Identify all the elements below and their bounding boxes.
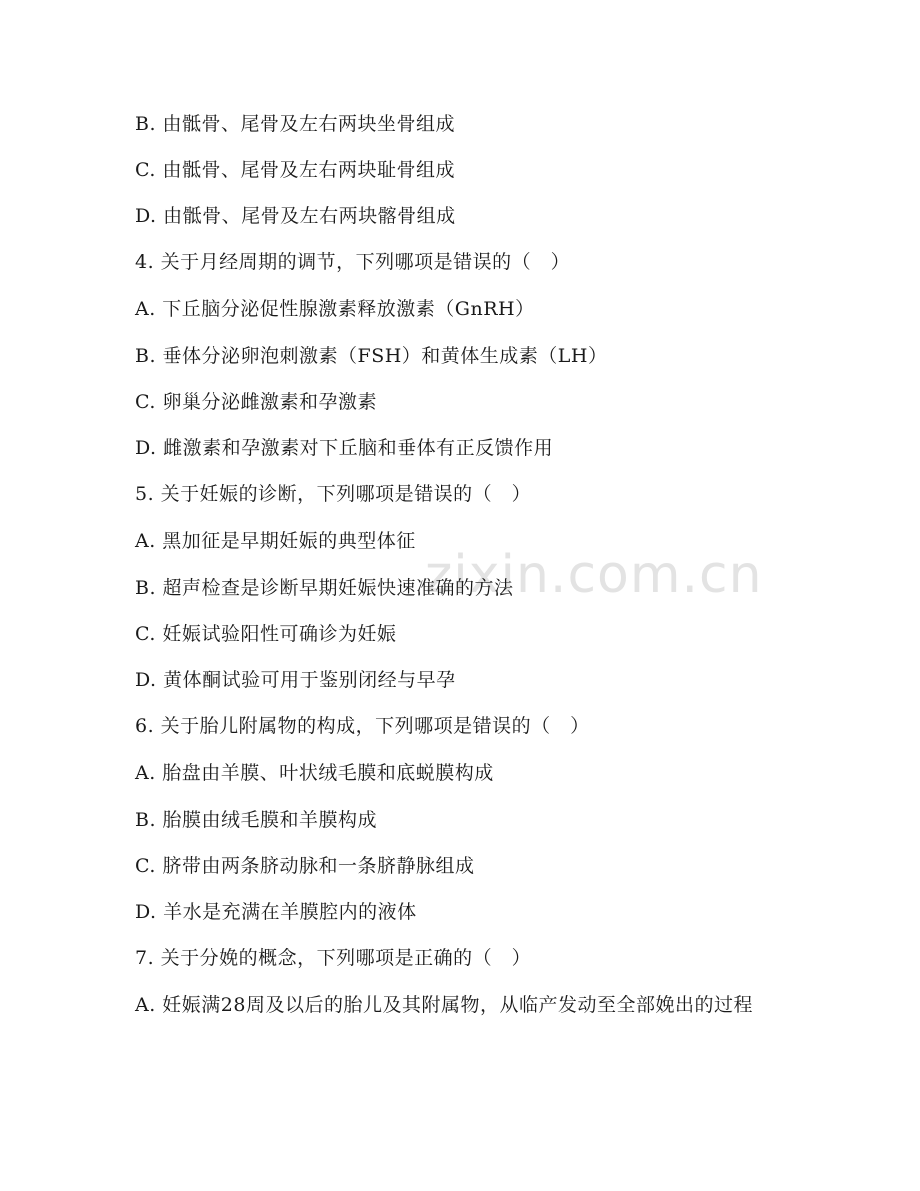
option-6c: C. 脐带由两条脐动脉和一条脐静脉组成: [135, 855, 475, 877]
watermark: zixin.com.cn: [425, 545, 763, 605]
option-6d: D. 羊水是充满在羊膜腔内的液体: [135, 901, 417, 923]
question-5: 5. 关于妊娠的诊断，下列哪项是错误的（ ）: [135, 483, 532, 505]
option-5a: A. 黑加征是早期妊娠的典型体征: [135, 530, 416, 552]
question-4: 4. 关于月经周期的调节，下列哪项是错误的（ ）: [135, 251, 571, 273]
option-4d: D. 雌激素和孕激素对下丘脑和垂体有正反馈作用: [135, 437, 554, 459]
option-4b: B. 垂体分泌卵泡刺激素（FSH）和黄体生成素（LH）: [135, 345, 608, 367]
option-6b: B. 胎膜由绒毛膜和羊膜构成: [135, 809, 378, 831]
option-5c: C. 妊娠试验阳性可确诊为妊娠: [135, 623, 397, 645]
option-4a: A. 下丘脑分泌促性腺激素释放激素（GnRH）: [135, 298, 535, 320]
question-6: 6. 关于胎儿附属物的构成，下列哪项是错误的（ ）: [135, 715, 590, 737]
option-6a: A. 胎盘由羊膜、叶状绒毛膜和底蜕膜构成: [135, 762, 494, 784]
option-3b: B. 由骶骨、尾骨及左右两块坐骨组成: [135, 113, 456, 135]
option-7a: A. 妊娠满28周及以后的胎儿及其附属物，从临产发动至全部娩出的过程: [135, 994, 753, 1016]
question-7: 7. 关于分娩的概念，下列哪项是正确的（ ）: [135, 947, 532, 969]
option-3c: C. 由骶骨、尾骨及左右两块耻骨组成: [135, 159, 455, 181]
option-5d: D. 黄体酮试验可用于鉴别闭经与早孕: [135, 669, 456, 691]
option-4c: C. 卵巢分泌雌激素和孕激素: [135, 391, 377, 413]
option-5b: B. 超声检查是诊断早期妊娠快速准确的方法: [135, 577, 514, 599]
option-3d: D. 由骶骨、尾骨及左右两块髂骨组成: [135, 205, 456, 227]
